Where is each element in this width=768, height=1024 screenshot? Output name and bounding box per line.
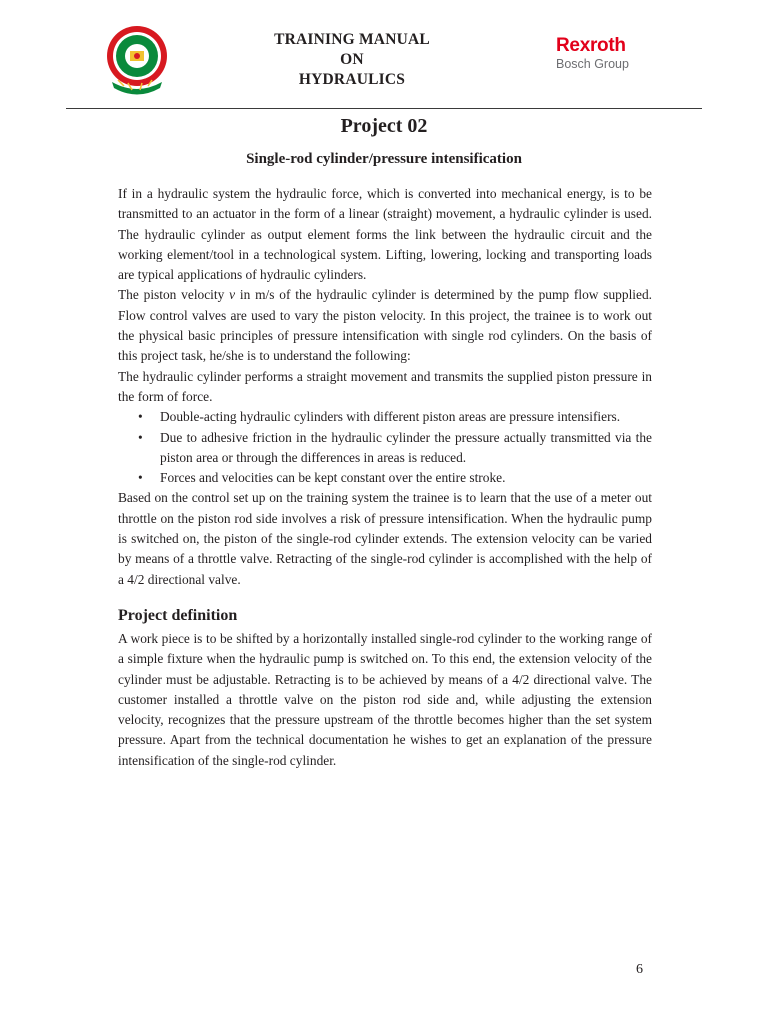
page-number: 6 bbox=[636, 962, 643, 977]
definition-paragraph: A work piece is to be shifted by a horizontally installed single-rod cylinder to the working range of a simple fixture when the hydraulic pump is switched on. To this end, the extension velocity of the cylinder must be adjustable. Retracting is to be achieved by means of a 4/2 directional valve. The customer installed a throttle valve on the piston rod side and, while adjusting the extension velocity, recognizes that the pressure upstream of the throttle becomes higher than the set system pressure. Apart from the technical documentation he wishes to get an explanation of the pressure intensification of the single-rod cylinder. bbox=[118, 630, 652, 768]
list-item bbox=[118, 407, 652, 427]
velocity-variable: v bbox=[229, 287, 236, 303]
list-item bbox=[118, 428, 652, 469]
velocity-text-end: in m/s of the hydraulic cylinder is determined by the pump flow supplied. Flow control valves are used to vary the piston velocity. In this project, the trainee is to work out the physical basic principles of pressure intensification with single rod cylinders. On the basis of this project task, he/she is to understand the following: bbox=[118, 287, 653, 364]
intro-paragraph: If in a hydraulic system the hydraulic force, which is converted into mechanical energy, is to be transmitted to an actuator in the form of a linear (straight) movement, a hydraulic cylinder is used. The hydraulic cylinder as output element forms the link between the hydraulic circuit and the working element/tool in a technological system. Lifting, lowering, locking and transporting loads are typical applications of hydraulic cylinders. bbox=[118, 186, 652, 283]
movement-paragraph: The hydraulic cylinder performs a straight movement and transmits the supplied piston pressure in the form of force. bbox=[118, 368, 652, 404]
project-subtitle: Single-rod cylinder/pressure intensification bbox=[246, 151, 522, 167]
bullet-icon: • bbox=[138, 429, 143, 445]
bullet-icon: • bbox=[138, 409, 143, 425]
project-title: Project 02 bbox=[340, 115, 428, 137]
manual-title-line: HYDRAULICS bbox=[298, 71, 406, 88]
section-heading: Project definition bbox=[118, 606, 238, 624]
brand-logo bbox=[556, 36, 629, 71]
list-item-text: Due to adhesive friction in the hydraulic cylinder the pressure actually transmitted via the piston area or through the differences in areas is reduced. bbox=[160, 429, 652, 465]
header-divider bbox=[66, 108, 702, 109]
control-setup-paragraph: Based on the control set up on the training system the trainee is to learn that the use of a meter out throttle on the piston rod side involves a risk of pressure intensification. When the hydraulic pump is switched on, the piston of the single-rod cylinder extends. The extension velocity can be varied by means of a throttle valve. Retracting of the single-rod cylinder is accomplished with the help of a 4/2 directional valve. bbox=[118, 490, 652, 587]
list-item-text: Forces and velocities can be kept constant over the entire stroke. bbox=[160, 470, 506, 486]
body-text bbox=[118, 184, 652, 771]
manual-title-line: TRAINING MANUAL bbox=[274, 31, 430, 48]
manual-title bbox=[252, 30, 452, 90]
list-item bbox=[118, 468, 652, 488]
bullet-icon: • bbox=[138, 470, 143, 486]
velocity-text-start: The piston velocity bbox=[118, 287, 230, 303]
page-header bbox=[0, 0, 768, 110]
institute-emblem-icon bbox=[104, 22, 170, 100]
velocity-paragraph bbox=[118, 285, 652, 366]
list-item-text: Double-acting hydraulic cylinders with different piston areas are pressure intensifiers. bbox=[160, 409, 621, 425]
manual-title-line: ON bbox=[340, 51, 364, 68]
brand-subtitle: Bosch Group bbox=[556, 57, 629, 71]
learning-points-list bbox=[118, 407, 652, 488]
brand-name: Rexroth bbox=[556, 35, 626, 56]
